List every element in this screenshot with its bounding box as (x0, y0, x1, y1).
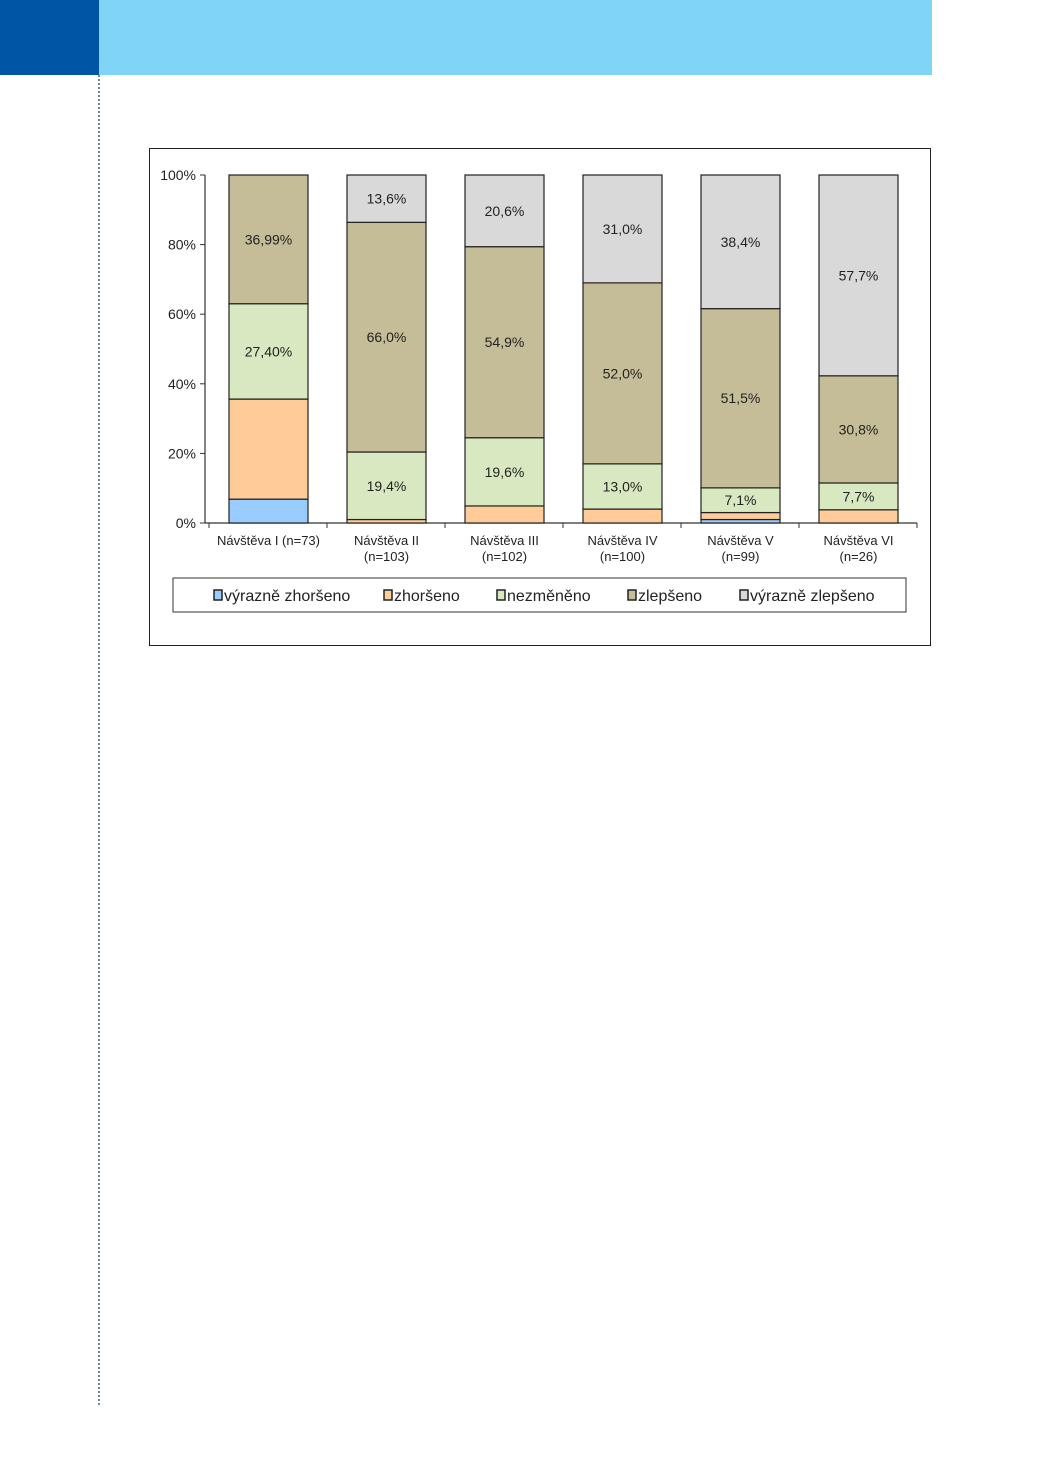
x-tick-label: (n=26) (839, 549, 878, 564)
data-label: 7,1% (724, 492, 757, 509)
x-tick-label: (n=100) (599, 549, 646, 564)
stacked-bar-chart (150, 149, 930, 645)
margin-dotted-rule (98, 75, 100, 1405)
legend-label: nezměněno (507, 588, 591, 605)
data-label: 19,6% (484, 463, 525, 480)
page-header-band (99, 0, 932, 75)
x-tick-label: Návštěva V (707, 533, 774, 548)
x-tick-label: (n=102) (481, 549, 528, 564)
data-label: 57,7% (838, 267, 879, 284)
bar-segment (819, 510, 898, 523)
x-tick-label: Návštěva II (353, 533, 420, 548)
y-tick-label: 40% (167, 375, 196, 392)
legend-swatch (214, 590, 222, 600)
legend-swatch (497, 590, 505, 600)
y-tick-label: 0% (175, 515, 196, 531)
y-tick-label: 80% (167, 236, 196, 253)
legend-label: zhoršeno (394, 588, 460, 605)
bar-segment (701, 513, 780, 520)
x-tick-label: (n=99) (721, 549, 760, 564)
x-tick-label: (n=103) (363, 549, 410, 564)
data-label: 52,0% (602, 365, 643, 382)
x-tick-label: Návštěva III (470, 533, 539, 548)
y-tick-label: 60% (167, 306, 196, 323)
data-label: 13,6% (366, 190, 407, 207)
legend-swatch (628, 590, 636, 600)
y-tick-label: 20% (167, 445, 196, 462)
data-label: 13,0% (602, 478, 643, 495)
page-header-block (0, 0, 99, 75)
x-tick-label: Návštěva VI (823, 533, 894, 548)
data-label: 31,0% (602, 220, 643, 237)
data-label: 51,5% (720, 390, 761, 407)
data-label: 20,6% (484, 202, 525, 219)
data-label: 36,99% (244, 231, 293, 248)
x-tick-label: Návštěva IV (587, 533, 658, 548)
data-label: 54,9% (484, 334, 525, 351)
data-label: 27,40% (244, 343, 293, 360)
legend-swatch (740, 590, 748, 600)
data-label: 38,4% (720, 233, 761, 250)
data-label: 7,7% (842, 488, 875, 505)
chart-frame (149, 148, 931, 646)
legend-label: výrazně zhoršeno (224, 588, 351, 605)
legend-label: výrazně zlepšeno (750, 588, 875, 605)
legend-swatch (384, 590, 392, 600)
y-tick-label: 100% (160, 167, 196, 183)
data-label: 66,0% (366, 329, 407, 346)
data-label: 19,4% (366, 477, 407, 494)
bar-segment (583, 509, 662, 523)
bar-segment (465, 506, 544, 523)
legend-label: zlepšeno (638, 588, 703, 605)
x-tick-label: Návštěva I (n=73) (217, 533, 320, 548)
bar-segment (229, 499, 308, 523)
bar-segment (229, 399, 308, 499)
data-label: 30,8% (838, 421, 879, 438)
